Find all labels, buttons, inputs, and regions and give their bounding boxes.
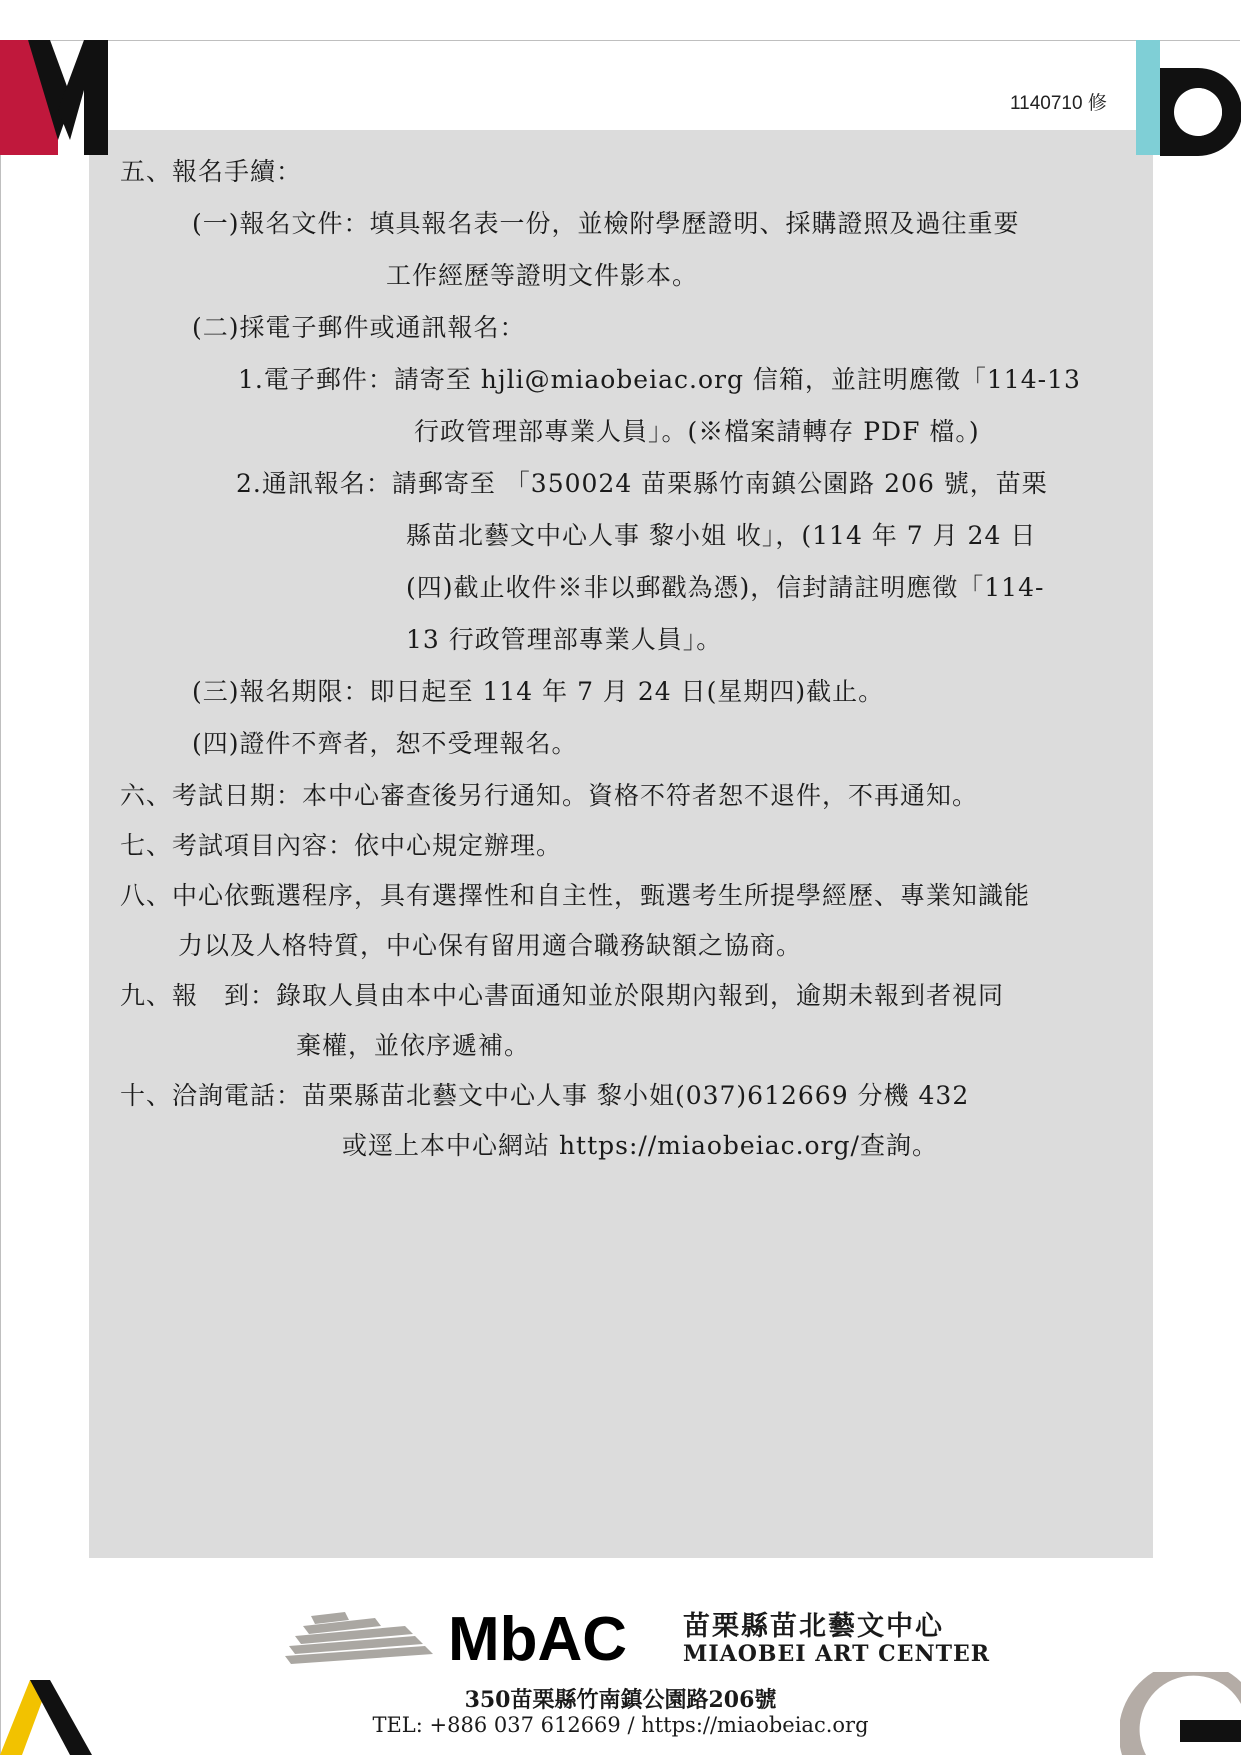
text-line: 縣苗北藝文中心人事 黎小姐 收」，(114 年 7 月 24 日 [406, 521, 1037, 550]
section-10: 十、洽詢電話：苗栗縣苗北藝文中心人事 黎小姐(037)612669 分機 432 [120, 1081, 970, 1110]
text-line: (四)截止收件※非以郵戳為憑)，信封請註明應徵「114- [406, 573, 1045, 602]
text-line: 棄權，並依序遞補。 [296, 1031, 531, 1060]
text-line: 行政管理部專業人員」。(※檔案請轉存 PDF 檔。) [414, 417, 980, 446]
website-line: 或逕上本中心網站 https://miaobeiac.org/查詢。 [342, 1131, 938, 1160]
org-name-cn: 苗栗縣苗北藝文中心 [683, 1611, 944, 1642]
text-line: (四)證件不齊者，恕不受理報名。 [192, 729, 578, 758]
text-line: (一)報名文件：填具報名表一份，並檢附學歷證明、採購證照及過往重要 [192, 209, 1020, 238]
text-line: 2.通訊報名：請郵寄至 「350024 苗栗縣竹南鎮公園路 206 號，苗栗 [236, 469, 1048, 498]
logo-text: MbAC [448, 1605, 628, 1664]
text-line: (二)採電子郵件或通訊報名： [192, 313, 526, 342]
org-name-en: MIAOBEI ART CENTER [683, 1641, 990, 1667]
b-logo-icon [1136, 40, 1241, 160]
text-line: (三)報名期限：即日起至 114 年 7 月 24 日(星期四)截止。 [192, 677, 885, 706]
text-line: 1.電子郵件：請寄至 hjli@miaobeiac.org 信箱，並註明應徵「114-13 [238, 365, 1081, 394]
text-line: 力以及人格特質，中心保有留用適合職務缺額之協商。 [178, 931, 803, 960]
section-5-heading: 五、報名手續： [120, 157, 303, 186]
revision-code: 1140710 修 [1010, 93, 1107, 114]
footer-contact: TEL: +886 037 612669 / https://miaobeiac.org [372, 1713, 869, 1737]
section-6: 六、考試日期：本中心審查後另行通知。資格不符者恕不退件，不再通知。 [120, 781, 979, 810]
section-9: 九、報 到：錄取人員由本中心書面通知並於限期內報到，逾期未報到者視同 [120, 981, 1005, 1010]
m-logo-icon [0, 40, 108, 155]
text-line: 13 行政管理部專業人員」。 [406, 625, 723, 654]
mbac-logo-icon [285, 1602, 665, 1664]
section-8: 八、中心依甄選程序，具有選擇性和自主性，甄選考生所提學經歷、專業知識能 [120, 881, 1031, 910]
section-7: 七、考試項目內容：依中心規定辦理。 [120, 831, 563, 860]
footer-address: 350苗栗縣竹南鎮公園路206號 [464, 1687, 777, 1713]
text-line: 工作經歷等證明文件影本。 [386, 261, 699, 290]
